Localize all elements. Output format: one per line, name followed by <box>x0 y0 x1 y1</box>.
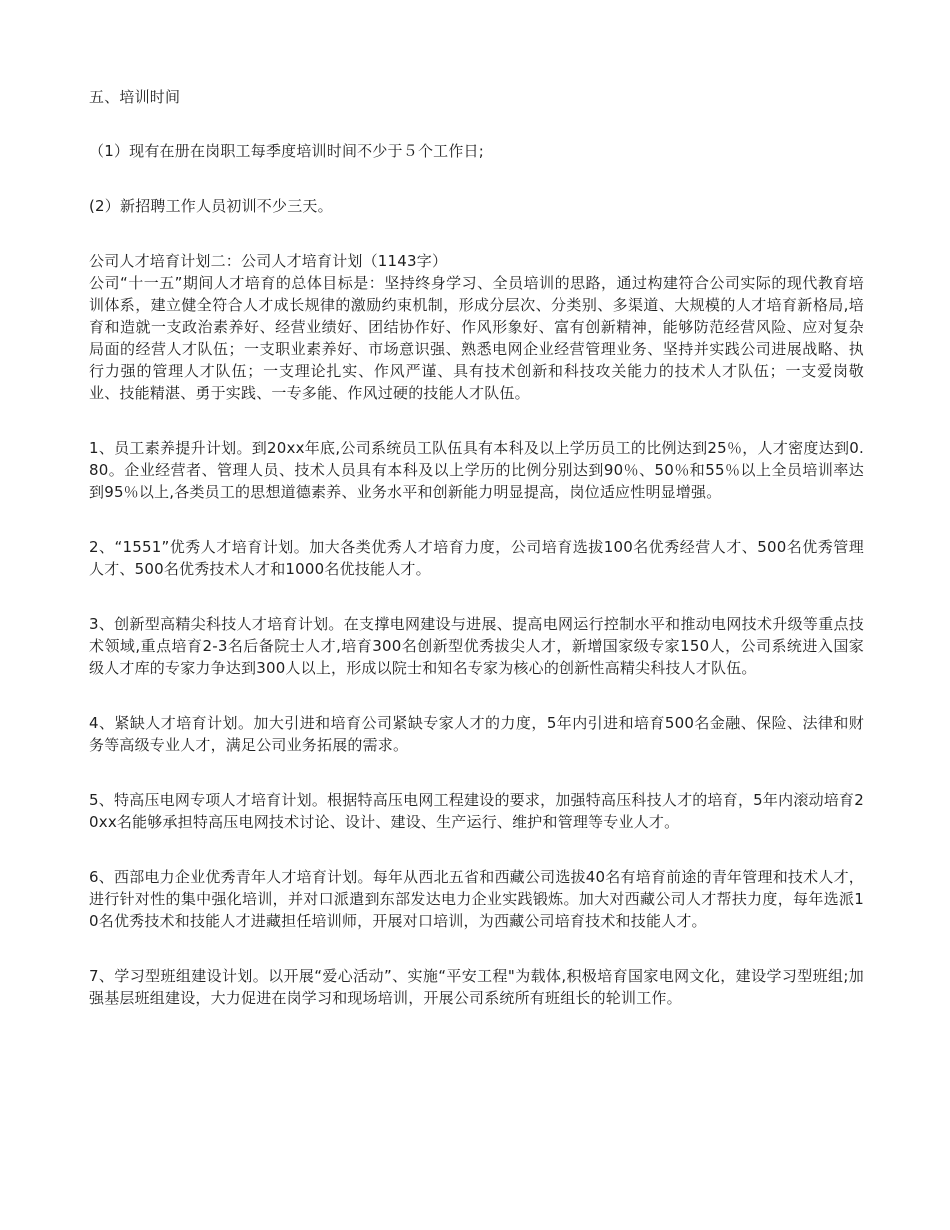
plan-item-4: 4、紧缺人才培育计划。加大引进和培育公司紧缺专家人才的力度，5年内引进和培育500名金融、保险、法律和财务等高级专业人才，满足公司业务拓展的需求。 <box>89 714 864 754</box>
plan-item-3: 3、创新型高精尖科技人才培育计划。在支撑电网建设与进展、提高电网运行控制水平和推动电网技术升级等重点技术领域,重点培育2-3名后备院士人才,培育300名创新型优秀拔尖人才，新增国家级专家150人，公司系统进入国家级人才库的专家力争达到300人以上，形成以院士和知名专家为核心的创新性高精尖科技人才队伍。 <box>89 615 864 677</box>
section-heading: 五、培训时间 <box>89 88 181 106</box>
plan-item-1: 1、员工素养提升计划。到20xx年底,公司系统员工队伍具有本科及以上学历员工的比例达到25％，人才密度达到0.80。企业经营者、管理人员、技术人员具有本科及以上学历的比例分别达到90％、50％和55％以上全员培训率达到95％以上,各类员工的思想道德素养、业务水平和创新能力明显提高，岗位适应性明显增强。 <box>89 439 864 501</box>
plan-item-2: 2、“1551”优秀人才培育计划。加大各类优秀人才培育力度，公司培育选拔100名优秀经营人才、500名优秀管理人才、500名优秀技术人才和1000名优技能人才。 <box>89 538 864 578</box>
plan-item-6: 6、西部电力企业优秀青年人才培育计划。每年从西北五省和西藏公司选拔40名有培育前途的青年管理和技术人才，进行针对性的集中强化培训，并对口派遣到东部发达电力企业实践锻炼。加大对西藏公司人才帮扶力度，每年选派10名优秀技术和技能人才进藏担任培训师，开展对口培训，为西藏公司培育技术和技能人才。 <box>89 868 864 930</box>
plan-intro: 公司“十一五”期间人才培育的总体目标是：坚持终身学习、全员培训的思路，通过构建符合公司实际的现代教育培训体系，建立健全符合人才成长规律的激励约束机制，形成分层次、分类别、多渠道、大规模的人才培育新格局,培育和造就一支政治素养好、经营业绩好、团结协作好、作风形象好、富有创新精神，能够防范经营风险、应对复杂局面的经营人才队伍；一支职业素养好、市场意识强、熟悉电网企业经营管理业务、坚持并实践公司进展战略、执行力强的管理人才队伍；一支理论扎实、作风严谨、具有技术创新和科技攻关能力的技术人才队伍；一支爱岗敬业、技能精湛、勇于实践、一专多能、作风过硬的技能人才队伍。 <box>89 274 864 402</box>
training-item-1: （1）现有在册在岗职工每季度培训时间不少于５个工作日; <box>89 142 484 160</box>
plan-item-5: 5、特高压电网专项人才培育计划。根据特高压电网工程建设的要求，加强特高压科技人才的培育，5年内滚动培育20xx名能够承担特高压电网技术讨论、设计、建设、生产运行、维护和管理等专业人才。 <box>89 791 864 831</box>
plan-item-7: 7、学习型班组建设计划。以开展“爱心活动”、实施“平安工程"为载体,积极培育国家电网文化，建设学习型班组;加强基层班组建设，大力促进在岗学习和现场培训，开展公司系统所有班组长的轮训工作。 <box>89 967 864 1007</box>
document-page <box>89 86 864 1009</box>
training-item-2: (2）新招聘工作人员初训不少三天。 <box>89 197 333 215</box>
plan-title: 公司人才培育计划二：公司人才培育计划（1143字） <box>89 252 448 270</box>
